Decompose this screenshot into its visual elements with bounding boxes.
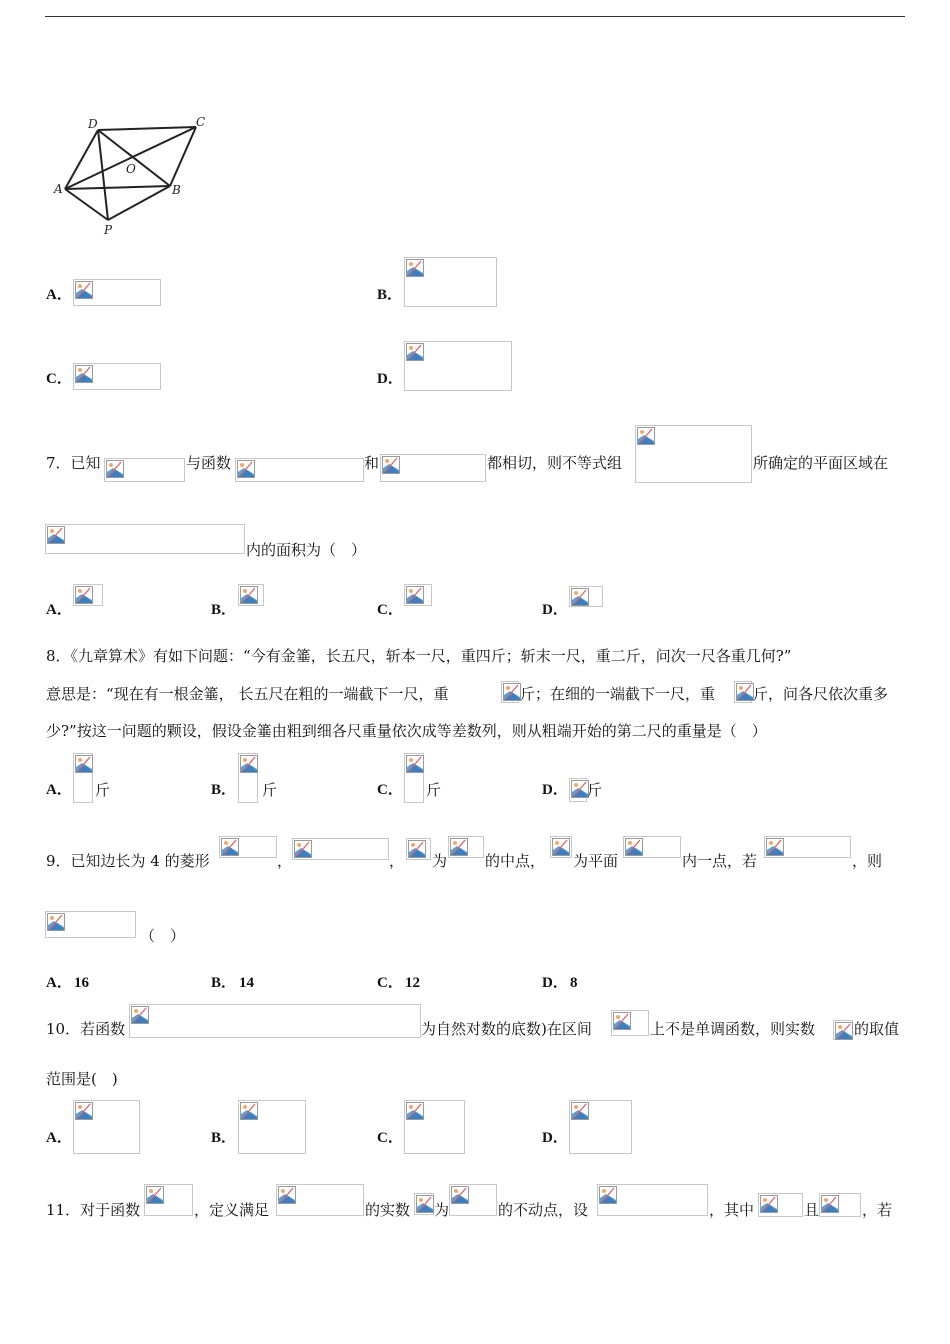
q8-line2: 意思是：“现在有一根金箠， 长五尺在粗的一端截下一尺，重 [46, 685, 449, 703]
q9-text: 为平面 [573, 852, 619, 870]
picture-glyph-icon [221, 838, 239, 856]
picture-glyph-icon [75, 586, 93, 604]
q8-unit: 斤 [95, 781, 111, 799]
picture-glyph-icon [613, 1012, 631, 1030]
q8-line2: 斤；在细的一端截下一尺，重 [520, 685, 716, 703]
broken-image-icon [404, 1100, 465, 1154]
broken-image-icon [380, 454, 486, 482]
broken-image-icon [758, 1193, 803, 1217]
diagonal-DB [98, 130, 170, 186]
q8-option-b-label: B． [211, 782, 237, 798]
q11-text: 且 [804, 1201, 820, 1219]
broken-image-icon [414, 1193, 434, 1215]
picture-glyph-icon [278, 1186, 296, 1204]
picture-glyph-icon [75, 281, 93, 299]
q7-text: 与函数 [186, 454, 232, 472]
broken-image-icon [404, 341, 512, 391]
edge-BP [108, 186, 170, 220]
label-O: O [126, 162, 136, 176]
q6-option-d-label: D． [377, 371, 403, 387]
q8-line1: 8．《九章算术》有如下问题：“今有金箠，长五尺，斩本一尺，重四斤；斩末一尺，重二斤，问次一尺各重几何?” [46, 647, 792, 665]
header-rule [45, 16, 905, 17]
picture-glyph-icon [106, 460, 124, 478]
q8-option-a-label: A． [46, 782, 72, 798]
broken-image-icon [238, 1100, 306, 1154]
q8-option-d-label: D． [542, 782, 568, 798]
q8-line3: 少?”按这一问题的颗设，假设金箠由粗到细各尺重量依次成等差数列，则从粗端开始的第二尺的重量是（ ） [46, 722, 767, 740]
picture-glyph-icon [240, 1102, 258, 1120]
picture-glyph-icon [736, 683, 754, 701]
picture-glyph-icon [406, 259, 424, 277]
broken-image-icon [45, 911, 136, 938]
picture-glyph-icon [131, 1006, 149, 1024]
broken-image-icon [550, 836, 572, 858]
broken-image-icon [833, 1020, 853, 1040]
q9-option-d-value: 8 [570, 975, 578, 991]
picture-glyph-icon [75, 365, 93, 383]
q11-text: 的不动点，设 [498, 1201, 589, 1219]
q11-text: ，定义满足 [194, 1201, 270, 1219]
q7-option-c-label: C． [377, 602, 403, 618]
q10-line2: 范围是( ) [46, 1070, 118, 1088]
q10-text: 为自然对数的底数)在区间 [421, 1020, 592, 1038]
broken-image-icon [73, 753, 93, 803]
q7-text: 和 [364, 454, 380, 472]
broken-image-icon [238, 753, 258, 803]
q9-text: 为 [432, 852, 448, 870]
picture-glyph-icon [451, 1186, 469, 1204]
picture-glyph-icon [599, 1186, 617, 1204]
broken-image-icon [404, 257, 497, 307]
q8-line2: 斤，问各尺依次重多 [753, 685, 889, 703]
picture-glyph-icon [408, 840, 426, 858]
picture-glyph-icon [821, 1195, 839, 1213]
picture-glyph-icon [571, 1102, 589, 1120]
broken-image-icon [292, 838, 389, 860]
q9-text: （ ） [140, 927, 186, 945]
broken-image-icon [764, 836, 851, 858]
q11-text: ，其中 [709, 1201, 755, 1219]
broken-image-icon [219, 836, 277, 858]
broken-image-icon [276, 1184, 364, 1216]
broken-image-icon [73, 279, 161, 306]
picture-glyph-icon [406, 586, 424, 604]
label-D: D [88, 117, 98, 131]
diagonal-AC [65, 127, 196, 189]
broken-image-icon [569, 1100, 632, 1154]
q10-option-c-label: C． [377, 1130, 403, 1146]
q6-option-c-label: C． [46, 371, 72, 387]
picture-glyph-icon [240, 755, 258, 773]
picture-glyph-icon [760, 1195, 778, 1213]
picture-glyph-icon [625, 838, 643, 856]
picture-glyph-icon [406, 1102, 424, 1120]
picture-glyph-icon [766, 838, 784, 856]
q11-text: ，若 [862, 1201, 893, 1219]
broken-image-icon [235, 458, 364, 482]
picture-glyph-icon [75, 1102, 93, 1120]
q11-text: 为 [434, 1201, 450, 1219]
q6-option-a-label: A． [46, 287, 72, 303]
picture-glyph-icon [503, 683, 521, 701]
q9-option-b-label: B． [211, 975, 237, 991]
picture-glyph-icon [416, 1195, 434, 1213]
q9-option-a-value: 16 [74, 975, 89, 991]
q9-text: ， [277, 852, 293, 870]
q9-option-b-value: 14 [239, 975, 254, 991]
broken-image-icon [73, 1100, 140, 1154]
edge-AB [65, 186, 170, 189]
q9-text: 内一点，若 [682, 852, 758, 870]
q11-text: 的实数 [365, 1201, 411, 1219]
q8-unit: 斤 [426, 781, 442, 799]
broken-image-icon [819, 1193, 861, 1217]
broken-image-icon [73, 584, 103, 606]
picture-glyph-icon [382, 456, 400, 474]
picture-glyph-icon [835, 1022, 853, 1040]
q9-option-c-value: 12 [405, 975, 420, 991]
q9-text: ，则 [852, 852, 883, 870]
picture-glyph-icon [552, 838, 570, 856]
q10-option-b-label: B． [211, 1130, 237, 1146]
q10-option-d-label: D． [542, 1130, 568, 1146]
broken-image-icon [448, 836, 484, 858]
q9-option-a-label: A． [46, 975, 72, 991]
broken-image-icon [501, 681, 519, 703]
broken-image-icon [144, 1184, 193, 1216]
q8-option-c-label: C． [377, 782, 403, 798]
broken-image-icon [635, 425, 752, 483]
q8-unit: 斤 [587, 781, 603, 799]
q10-option-a-label: A． [46, 1130, 72, 1146]
broken-image-icon [238, 584, 264, 606]
broken-image-icon [404, 584, 432, 606]
broken-image-icon [129, 1004, 421, 1038]
parallelogram-figure [50, 112, 220, 242]
broken-image-icon [734, 681, 752, 703]
q11-number: 11．对于函数 [46, 1201, 141, 1219]
q7-option-d-label: D． [542, 602, 568, 618]
picture-glyph-icon [237, 460, 255, 478]
picture-glyph-icon [571, 588, 589, 606]
q10-number: 10．若函数 [46, 1020, 126, 1038]
broken-image-icon [449, 1184, 497, 1216]
label-B: B [172, 183, 181, 197]
q10-text: 上不是单调函数，则实数 [650, 1020, 816, 1038]
broken-image-icon [406, 838, 431, 860]
broken-image-icon [569, 778, 587, 802]
broken-image-icon [597, 1184, 708, 1216]
broken-image-icon [45, 524, 245, 554]
q7-text: 内的面积为（ ） [246, 541, 367, 559]
broken-image-icon [623, 836, 681, 858]
label-C: C [196, 115, 206, 129]
picture-glyph-icon [406, 343, 424, 361]
broken-image-icon [104, 458, 185, 482]
edge-AP [65, 189, 108, 220]
q9-text: 的中点， [485, 852, 546, 870]
picture-glyph-icon [47, 526, 65, 544]
q7-option-b-label: B． [211, 602, 237, 618]
q7-option-a-label: A． [46, 602, 72, 618]
broken-image-icon [569, 586, 603, 607]
picture-glyph-icon [406, 755, 424, 773]
label-P: P [104, 223, 113, 237]
q6-option-b-label: B． [377, 287, 403, 303]
q7-text: 所确定的平面区域在 [753, 454, 889, 472]
q9-option-d-label: D． [542, 975, 568, 991]
q9-option-c-label: C． [377, 975, 403, 991]
q10-text: 的取值 [854, 1020, 900, 1038]
edge-DC [98, 127, 196, 130]
picture-glyph-icon [47, 913, 65, 931]
broken-image-icon [611, 1010, 649, 1036]
picture-glyph-icon [294, 840, 312, 858]
picture-glyph-icon [75, 755, 93, 773]
picture-glyph-icon [637, 427, 655, 445]
broken-image-icon [404, 753, 424, 803]
picture-glyph-icon [146, 1186, 164, 1204]
q9-number: 9．已知边长为 4 的菱形 [46, 852, 210, 870]
picture-glyph-icon [240, 586, 258, 604]
edge-DP [98, 130, 108, 220]
picture-glyph-icon [450, 838, 468, 856]
broken-image-icon [73, 363, 161, 390]
q7-text: 都相切，则不等式组 [487, 454, 623, 472]
q8-unit: 斤 [262, 781, 278, 799]
q9-text: ， [389, 852, 405, 870]
label-A: A [54, 182, 63, 196]
edge-CB [170, 127, 196, 186]
q7-number: 7．已知 [46, 454, 101, 472]
